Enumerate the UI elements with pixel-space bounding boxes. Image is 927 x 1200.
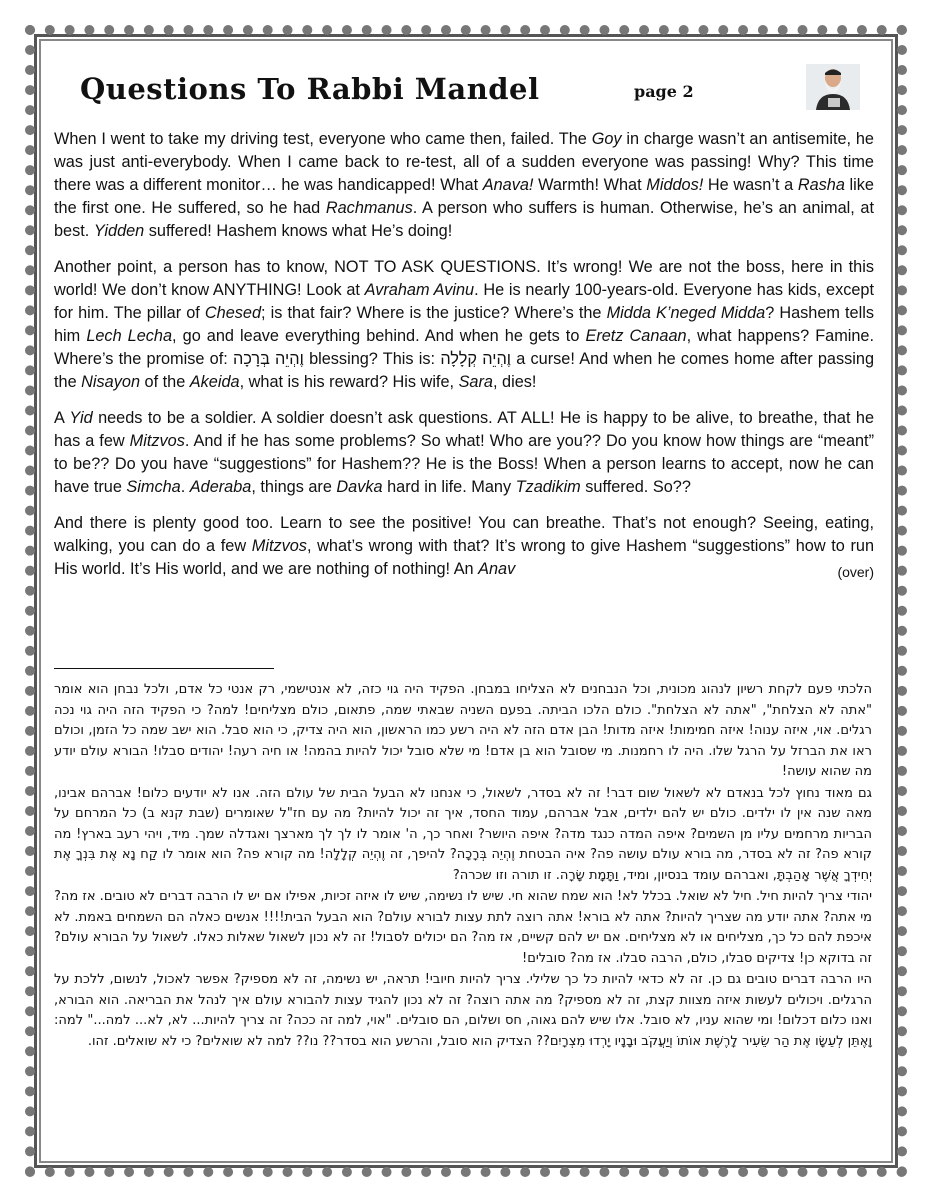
rabbi-portrait-image: [806, 64, 860, 110]
footnote-divider: [54, 668, 274, 669]
hebrew-paragraph-2: גם מאוד נחוץ לכל בנאדם לא לשאול שום דבר! זה לא בסדר, לשאול, כי אנחנו לא הבעל הבית של עולם הזה. אנו לא יודעים כלום! אברהם אבינו, מאה שנה אין לו ילדים. כולם יש להם ילדים, אבל אברהם, עמוד החסד, איך זה יכול להיות? מה עם חז"ל שאומרים (שבת קנא ב) כל המרחם על הבריות מרחמים עליו מן השמים? איפה המדה כנגד מדה? איפה היושר? ואחר כך, ה' אומר לו לך לך מארצך ואגדלה שמך. מיד, ויהי רעב בארץ! מה קורא פה? זה לא בסדר, מה בורא עולם עושה פה? איה הבטחת וֶהְיֵה בְּרָכָה? להיפך, זה וֶהְיֵה קְלָלָה! מה קורא פה? הוא אומר לו קַח נָא אֶת בִּנְךָ אֶת יְחִידְךָ אֲשֶׁר אָהַבְתָּ, ואברהם עומד בנסיון, ומיד, וַתָּמָת שָׂרָה. זו תורה וזו שכרה?: [54, 785, 872, 883]
english-paragraph-3: A Yid needs to be a soldier. A soldier doesn’t ask questions. AT ALL! He is happy to be alive, to breathe, that he has a few Mitzvos. And if he has some problems? So what! Who are you?? Do you know how things are “meant” to be?? Do you have “suggestions” for Hashem?? He is the Boss! When a person learns to accept, now he can have true Simcha. Aderaba, things are Davka hard in life. Many Tzadikim suffered. So??: [54, 409, 874, 496]
page-number-label: page 2: [634, 82, 694, 101]
hebrew-paragraph-4: היו הרבה דברים טובים גם כן. זה לא כדאי להיות כל כך שלילי. צריך להיות חיובי! תראה, יש נשימה, זה לא מספיק? אפשר לאכול, לנשום, ללכת על הרגלים. ויכולים לעשות איזה מצוות קצת, זה לא מספיק? מה אתה רוצה? זה לא נכון להגיד עצות להבורא עולם איך לנהל את הבריאה. הוא הבורא, ואנו כלום דכלום! ומי שהוא עניו, לא סובל. אלו שיש להם גאוה, חס ושלום, הם סובלים. "אוי, למה זה ככה? זה צריך להיות... לא, לא... למה..." למה: וָאֶתֵּן לְעֵשָׂו אֶת הַר שֵׂעִיר לָרֶשֶׁת אוֹתוֹ וְיַעֲקֹב וּבָנָיו יָרְדוּ מִצְרָיִם?? הצדיק הוא סובל, והרשע הוא בסדר?? נו?? למה לא שואלים? כי לא שואלים. זהו.: [54, 972, 872, 1049]
english-paragraph-1: When I went to take my driving test, everyone who came then, failed. The Goy in charge wasn’t an antisemite, he was just anti-everybody. When I came back to re-test, all of a sudden everyone was passing! Why? This time there was a different monitor… he was handicapped! What Anava! Warmth! What Middos! He wasn’t a Rasha like the first one. He suffered, so he had Rachmanus. A person who suffers is human. Otherwise, he’s an animal, at best. Yidden suffered! Hashem knows what He’s doing!: [54, 130, 874, 240]
english-paragraph-4: And there is plenty good too. Learn to see the positive! You can breathe. That’s not enough? Seeing, eating, walking, you can do a few Mitzvos, what’s wrong with that? It’s wrong to give Hashem “suggestions” how to run His world. It’s His world, and we are nothing of nothing! An Anav (over): [54, 512, 874, 581]
over-label: (over): [837, 564, 874, 580]
english-paragraph-2: Another point, a person has to know, NOT TO ASK QUESTIONS. It’s wrong! We are not the boss, here in this world! We don’t know ANYTHING! Look at Avraham Avinu. He is nearly 100-years-old. Everyone has kids, except for him. The pillar of Chesed; is that fair? Where is the justice? Where’s the Midda K’neged Midda? Hashem tells him Lech Lecha, go and leave everything behind. And when he gets to Eretz Canaan, what happens? Famine. Where’s the promise of: וֶהְיֵה בְּרָכָה blessing? This is: וֶהְיֵה קְלָלָה a curse! And when he comes home after passing the Nisayon of the Akeida, what is his reward? His wife, Sara, dies!: [54, 258, 875, 391]
hebrew-paragraph-1: הלכתי פעם לקחת רשיון לנהוג מכונית, וכל הנבחנים לא הצליחו במבחן. הפקיד היה גוי כזה, לא אנטישמי, רק אנטי כל אדם, ולכל נבחן הוא אומר "אתה לא הצלחת", "אתה לא הצלחת". כולם הלכו הביתה. בפעם השניה שבאתי שמה, פתאום, כולם מצליחים! למה? כי הפקיד הזה היה גוי נכה רגלים. אוי, איזה ענוה! איזה חמימות! איזה מדות! הבן אדם הזה לא היה רשע כמו הראשון, הוא היה צדיק, כי הוא סבל. הוא ישב שמה כל הזמן, וכולם ראו את הברזל על הרגל שלו. היה לו רחמנות. מי שסובל הוא בן אדם! מי שלא סובל יכול להיות בהמה! או חיה רעה! יהודים סבלו! הבורא עולם יודע מה שהוא עושה!: [54, 682, 872, 779]
hebrew-body: [54, 680, 872, 1053]
english-body: [54, 128, 874, 594]
page-title: Questions To Rabbi Mandel: [80, 72, 540, 106]
hebrew-paragraph-3: יהודי צריך להיות חיל. חיל לא שואל. בכלל לא! הוא שמח שהוא חי. שיש לו נשימה, שיש לו איזה זכיות, אפילו אם יש לו הרבה דברים לא טובים. אז מה? מי אתה? אתה יודע מה שצריך להיות? אתה לא בורא! אתה רוצה לתת עצות לבורא עולם? הוא הבעל הבית!!!! אנשים כאלה הם השמחים באמת. לא איכפת להם כל כך, מצליחים או לא מצליחים. אם יש להם קשיים, אז מה? הם יכולים לסבול! זה לא נכון לשאול שאלות כאלו. לשאול על הבורא עולם? זה בדוקא כן! צדיקים סבלו, כולם, הרבה סבלו. אז מה? סובלים!: [54, 889, 872, 966]
